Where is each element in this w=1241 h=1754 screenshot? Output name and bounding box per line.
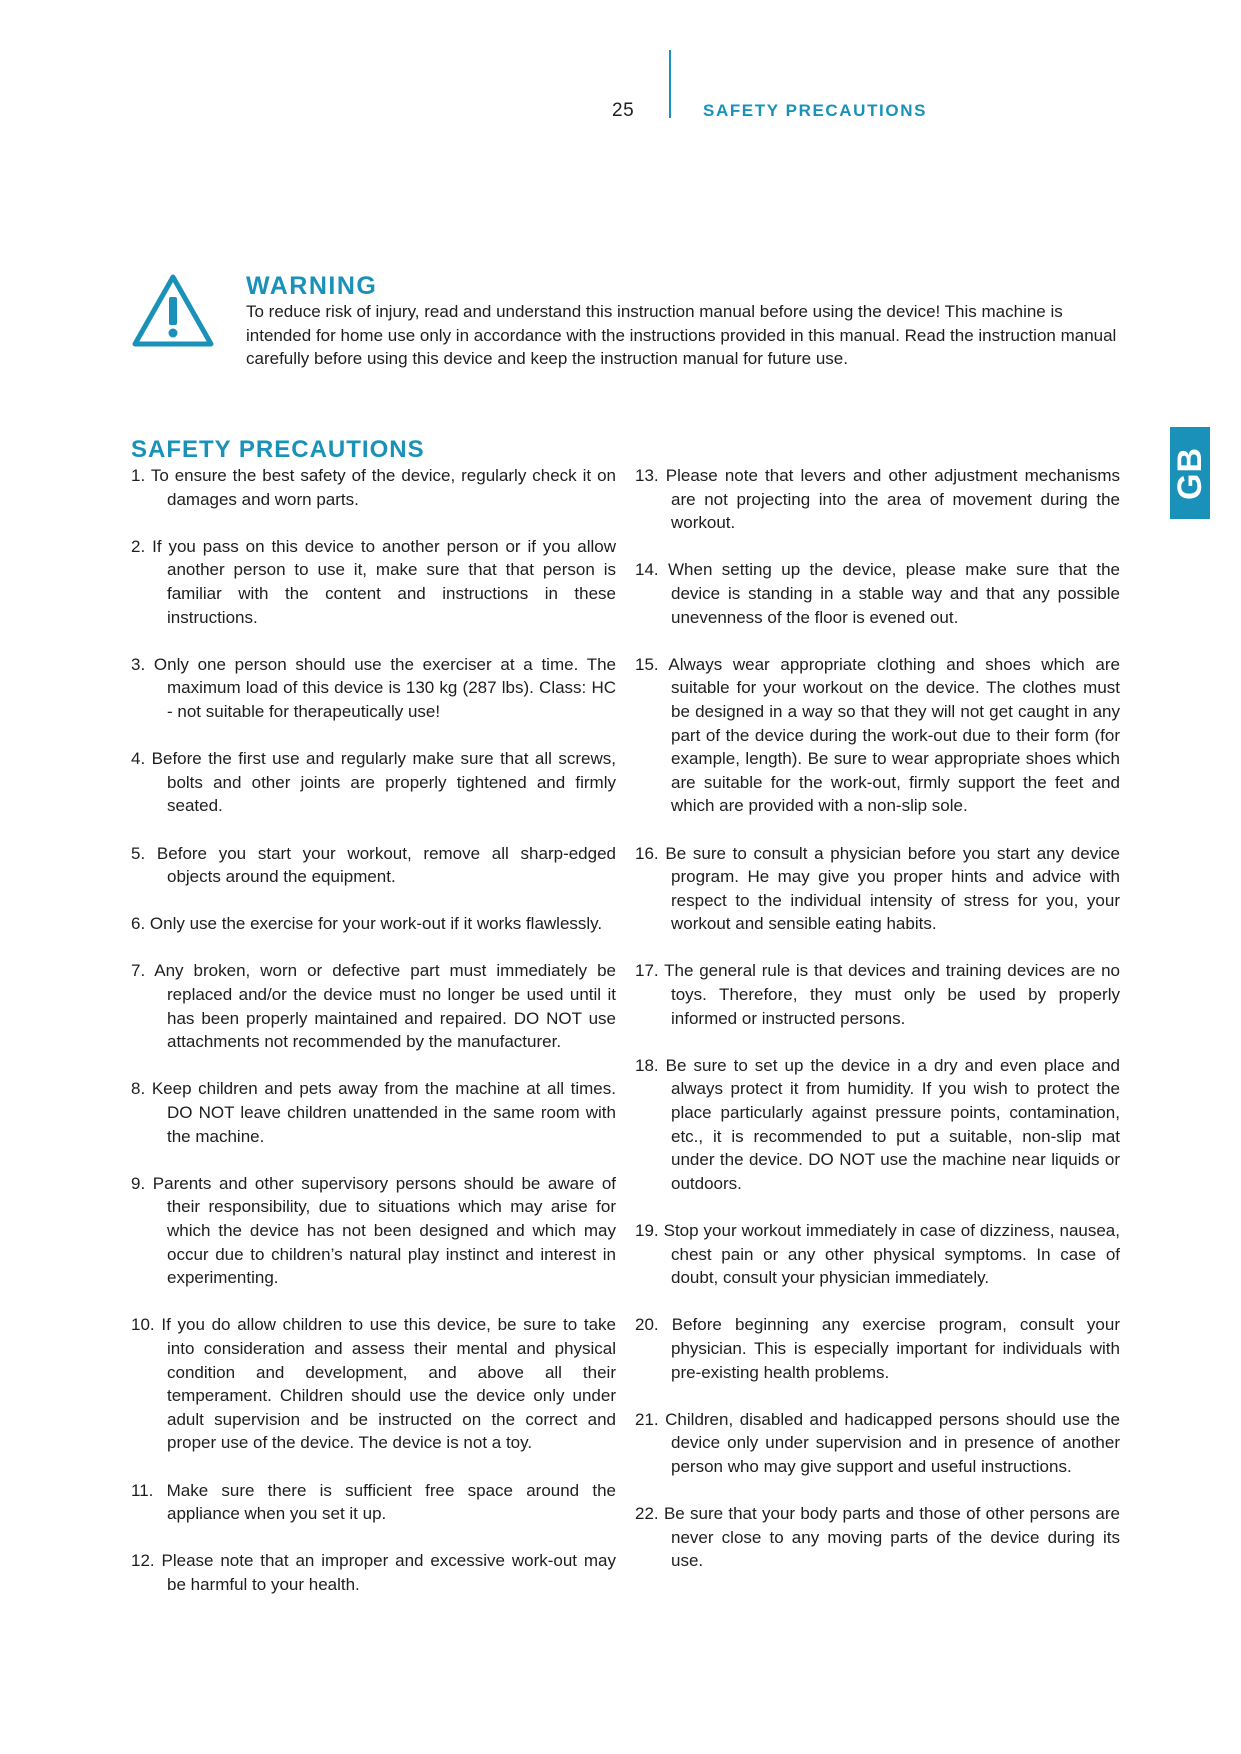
precaution-item	[131, 653, 616, 724]
precaution-item	[131, 747, 616, 818]
precaution-item	[635, 1219, 1120, 1290]
precaution-text: Only one person should use the exerciser at a time. The maximum load of this device is 130 kg (287 lbs). Class: HC - not suitable for therapeutically use!	[153, 654, 616, 721]
warning-heading: WARNING	[246, 272, 378, 300]
precaution-text: Please note that levers and other adjustment mechanisms are not projecting into the area of movement during the workout.	[665, 466, 1120, 533]
precaution-text: Always wear appropriate clothing and shoes which are suitable for your workout on the device. The clothes must be designed in a way so that they will not get caught in any part of the device during the work-out due to their form (for example, length). Be sure to wear appropriate shoes which are suitable for the work-out, firmly support the feet and which are provided with a non-slip sole.	[668, 654, 1120, 816]
precaution-text: Stop your workout immediately in case of dizziness, nausea, chest pain or any other physical symptoms. In case of doubt, consult your physician immediately.	[663, 1221, 1120, 1288]
precaution-item	[635, 1054, 1120, 1196]
precaution-item	[635, 464, 1120, 535]
precaution-text: Be sure to consult a physician before you start any device program. He may give you proper hints and advice with respect to the individual intensity of stress for you, your workout and sensible eating habits.	[665, 843, 1120, 934]
precaution-number: 14.	[635, 560, 659, 580]
precaution-text: If you do allow children to use this device, be sure to take into consideration and assess their mental and physical condition and development, and above all their temperament. Children should use the device only under adult supervision and be instructed on the correct and proper use of the device. The device is not a toy.	[161, 1315, 616, 1453]
precaution-number: 6.	[131, 914, 146, 934]
precaution-text: When setting up the device, please make sure that the device is standing in a stable way and that any possible unevenness of the floor is evened out.	[668, 560, 1120, 627]
warning-text: To reduce risk of injury, read and understand this instruction manual before using the device! This machine is intended for home use only in accordance with the instructions provided in this manual. Read the instruction manual carefully before using this device and keep the instruction manual for future use.	[246, 302, 1117, 368]
precaution-text: Please note that an improper and excessive work-out may be harmful to your health.	[161, 1551, 616, 1594]
precaution-number: 3.	[131, 654, 146, 674]
precaution-number: 21.	[635, 1409, 659, 1429]
precaution-item	[131, 535, 616, 629]
precaution-number: 8.	[131, 1079, 146, 1099]
right-column	[635, 464, 1120, 1597]
precaution-item	[635, 653, 1120, 818]
precaution-number: 13.	[635, 466, 659, 485]
precaution-number: 1.	[131, 466, 146, 485]
precaution-item	[635, 842, 1120, 936]
precaution-number: 16.	[635, 843, 659, 863]
precaution-number: 17.	[635, 961, 659, 981]
precaution-item	[635, 959, 1120, 1030]
precaution-text: Be sure to set up the device in a dry and even place and always protect it from humidity. If you wish to protect the place particularly against pressure points, contamination, etc., it is recommended to put a suitable, non-slip mat under the device. DO NOT use the machine near liquids or outdoors.	[665, 1055, 1120, 1193]
precaution-number: 19.	[635, 1221, 659, 1240]
precaution-number: 11.	[131, 1480, 154, 1500]
section-heading: SAFETY PRECAUTIONS	[131, 436, 425, 463]
precaution-number: 18.	[635, 1055, 659, 1075]
precaution-text: Before you start your workout, remove all sharp-edged objects around the equipment.	[156, 843, 616, 887]
header-divider	[669, 50, 671, 118]
precaution-text: Only use the exercise for your work-out if it works flawlessly.	[149, 914, 603, 934]
precaution-item	[131, 1479, 616, 1526]
precaution-item	[131, 912, 616, 936]
precaution-number: 15.	[635, 654, 659, 674]
precaution-text: Before beginning any exercise program, consult your physician. This is especially important for individuals with pre-existing health problems.	[671, 1315, 1120, 1382]
precaution-text: Parents and other supervisory persons should be aware of their responsibility, due to situations which may arise for which the device has not been designed and which may occur due to children’s natural play instinct and interest in experimenting.	[152, 1173, 616, 1288]
language-tab	[1170, 427, 1210, 519]
precaution-item	[131, 1549, 616, 1596]
precaution-number: 9.	[131, 1173, 146, 1193]
precaution-number: 5.	[131, 843, 146, 863]
precaution-text: Make sure there is sufficient free space around the appliance when you set it up.	[166, 1480, 616, 1524]
precaution-number: 2.	[131, 536, 146, 556]
precaution-number: 4.	[131, 749, 146, 769]
precaution-item	[131, 842, 616, 889]
warning-triangle-icon	[130, 272, 216, 350]
precaution-item	[635, 558, 1120, 629]
precaution-text: Keep children and pets away from the machine at all times. DO NOT leave children unattended in the same room with the machine.	[151, 1079, 616, 1146]
precaution-number: 10.	[131, 1315, 155, 1335]
precaution-text: If you pass on this device to another person or if you allow another person to use it, make sure that that person is familiar with the content and instructions in these instructions.	[152, 536, 616, 627]
precaution-item	[131, 1172, 616, 1290]
language-tab-label: GB	[1170, 446, 1209, 500]
precaution-item	[635, 1408, 1120, 1479]
precaution-item	[131, 464, 616, 511]
page-number: 25	[612, 100, 635, 121]
precaution-item	[635, 1313, 1120, 1384]
precaution-item	[131, 1077, 616, 1148]
precaution-number: 7.	[131, 961, 146, 981]
precaution-text: The general rule is that devices and training devices are no toys. Therefore, they must only be used by properly informed or instructed persons.	[664, 961, 1120, 1028]
precaution-item	[131, 1313, 616, 1455]
left-column	[131, 464, 616, 1620]
precaution-item	[635, 1502, 1120, 1573]
precaution-text: Children, disabled and hadicapped persons should use the device only under supervision and in presence of another person who may give support and useful instructions.	[665, 1409, 1120, 1476]
precaution-number: 22.	[635, 1504, 659, 1524]
precaution-number: 20.	[635, 1315, 659, 1335]
precaution-number: 12.	[131, 1551, 155, 1571]
precaution-text: Any broken, worn or defective part must immediately be replaced and/or the device must no longer be used until it has been properly maintained and repaired. DO NOT use attachments not recommended by the manufacturer.	[154, 961, 616, 1052]
precaution-item	[131, 959, 616, 1053]
precaution-text: Be sure that your body parts and those of other persons are never close to any moving parts of the device during its use.	[663, 1504, 1120, 1571]
header-title: SAFETY PRECAUTIONS	[703, 101, 928, 120]
precaution-text: To ensure the best safety of the device, regularly check it on damages and worn parts.	[150, 466, 616, 509]
precaution-text: Before the first use and regularly make sure that all screws, bolts and other joints are properly tightened and firmly seated.	[151, 749, 616, 816]
